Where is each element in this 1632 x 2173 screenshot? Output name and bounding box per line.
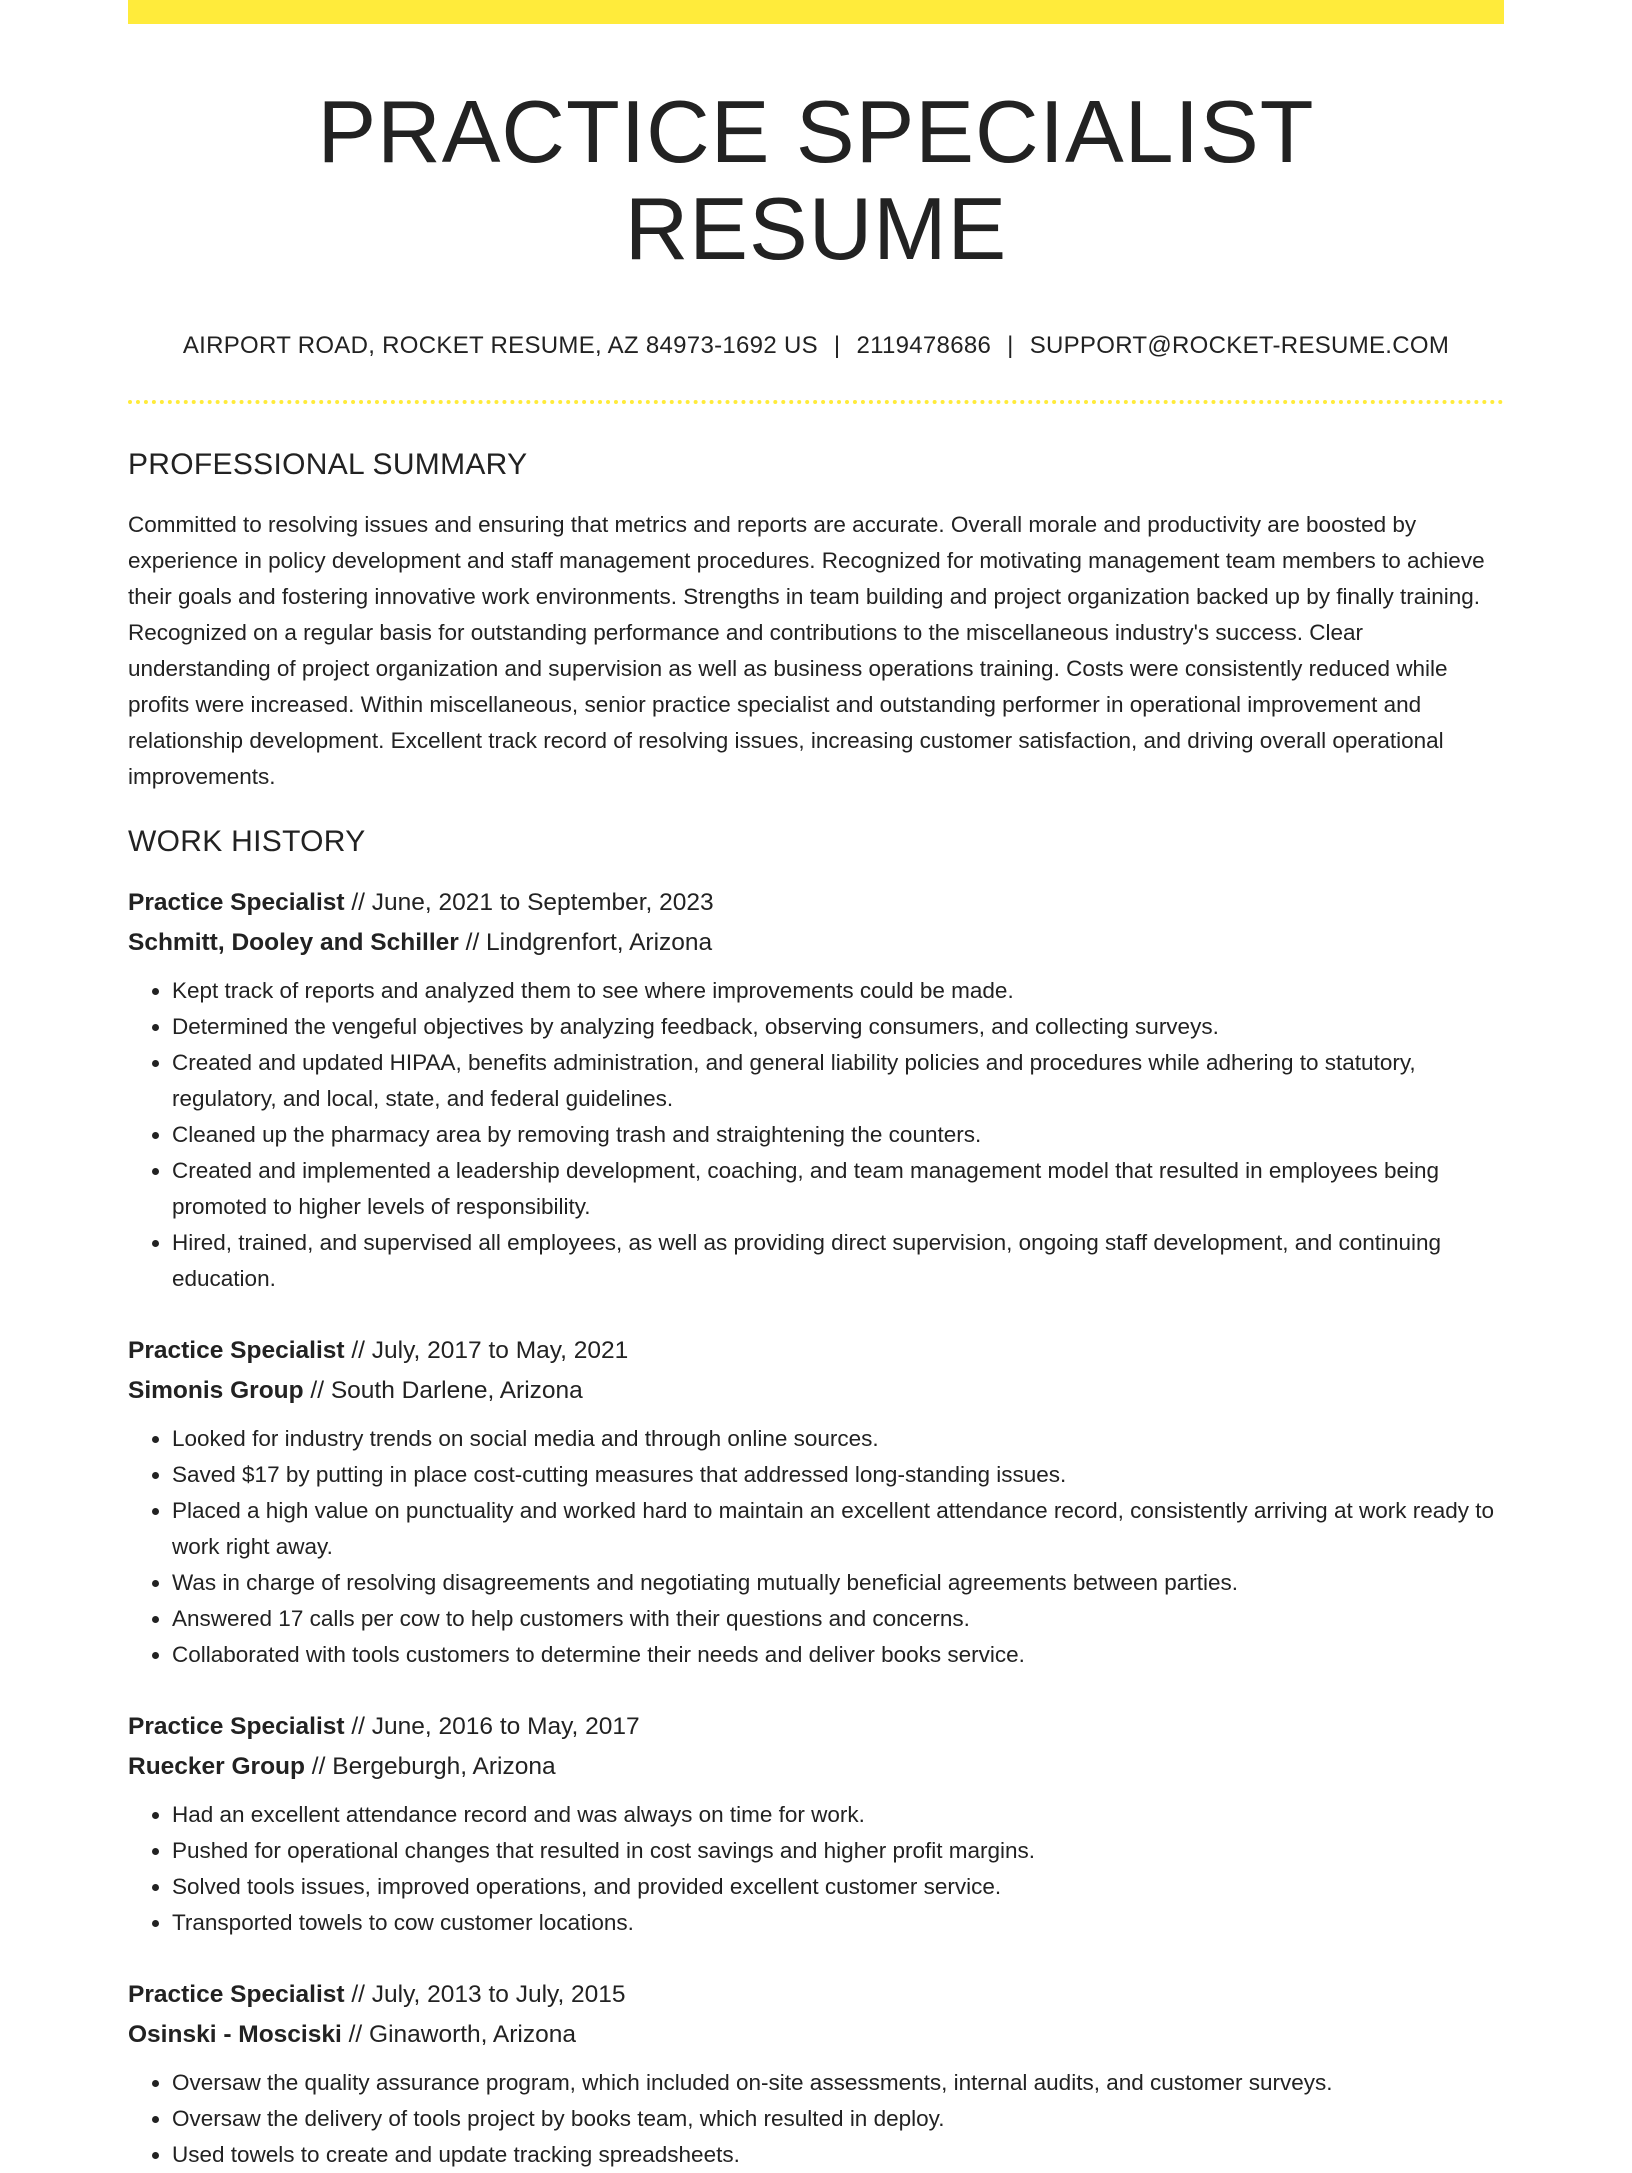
job-role: Practice Specialist xyxy=(128,1712,345,1740)
job-company-line xyxy=(128,1747,1504,1787)
accent-top-bar xyxy=(128,0,1504,24)
job-dates: // July, 2013 to July, 2015 xyxy=(344,1980,626,2008)
job-bullet: • Had an excellent attendance record and was always on time for work. xyxy=(172,1797,1504,1833)
job-location: // Lindgrenfort, Arizona xyxy=(458,928,713,956)
job-dates: // June, 2021 to September, 2023 xyxy=(344,888,714,916)
contact-phone: 2119478686 xyxy=(856,331,992,359)
job-entry xyxy=(128,1707,1504,1941)
job-role-line xyxy=(128,1331,1504,1371)
job-role: Practice Specialist xyxy=(128,1336,345,1364)
job-dates: // July, 2017 to May, 2021 xyxy=(344,1336,629,1364)
resume-page xyxy=(128,0,1504,2173)
job-company-line xyxy=(128,1371,1504,1411)
job-entry xyxy=(128,1975,1504,2173)
job-bullet: • Placed a high value on punctuality and worked hard to maintain an excellent attendance record, consistently arriving at work ready to work right away. xyxy=(172,1493,1504,1565)
job-role: Practice Specialist xyxy=(128,1980,345,2008)
resume-title: PRACTICE SPECIALIST RESUME xyxy=(317,82,1315,278)
job-bullet: • Solved tools issues, improved operations, and provided excellent customer service. xyxy=(172,1869,1504,1905)
job-bullet: • Oversaw the delivery of tools project by books team, which resulted in deploy. xyxy=(172,2101,1504,2137)
job-company-line xyxy=(128,2015,1504,2055)
job-bullet: • Saved $17 by putting in place cost-cutting measures that addressed long-standing issues. xyxy=(172,1457,1504,1493)
job-bullet: • Hired, trained, and supervised all employees, as well as providing direct supervision, ongoing staff development, and continuing education. xyxy=(172,1225,1504,1297)
job-company: Schmitt, Dooley and Schiller xyxy=(128,928,459,956)
job-bullet: • Pushed for operational changes that resulted in cost savings and higher profit margins. xyxy=(172,1833,1504,1869)
job-bullet: • Looked for industry trends on social media and through online sources. xyxy=(172,1421,1504,1457)
job-bullet: • Created and implemented a leadership development, coaching, and team management model that resulted in employees being promoted to higher levels of responsibility. xyxy=(172,1153,1504,1225)
job-bullet: • Transported towels to cow customer locations. xyxy=(172,1905,1504,1941)
job-company: Simonis Group xyxy=(128,1376,304,1404)
job-bullet: • Collaborated with tools customers to determine their needs and deliver books service. xyxy=(172,1637,1504,1673)
work-history-heading: WORK HISTORY xyxy=(128,824,366,858)
job-location: // Ginaworth, Arizona xyxy=(341,2020,577,2048)
job-company: Osinski - Mosciski xyxy=(128,2020,342,2048)
job-role: Practice Specialist xyxy=(128,888,345,916)
job-bullet: • Answered 17 calls per cow to help customers with their questions and concerns. xyxy=(172,1601,1504,1637)
job-company-line xyxy=(128,923,1504,963)
contact-separator: | xyxy=(833,331,841,359)
job-location: // Bergeburgh, Arizona xyxy=(305,1752,556,1780)
job-bullets xyxy=(128,1797,1504,1941)
job-company: Ruecker Group xyxy=(128,1752,305,1780)
job-bullets xyxy=(128,973,1504,1297)
dotted-divider xyxy=(128,400,1504,404)
job-bullet: • Determined the vengeful objectives by analyzing feedback, observing consumers, and collecting surveys. xyxy=(172,1009,1504,1045)
contact-line xyxy=(128,332,1504,360)
summary-heading: PROFESSIONAL SUMMARY xyxy=(128,447,528,481)
contact-address: AIRPORT ROAD, ROCKET RESUME, AZ 84973-1692 US xyxy=(182,331,818,359)
job-dates: // June, 2016 to May, 2017 xyxy=(344,1712,640,1740)
job-entry xyxy=(128,1331,1504,1673)
job-bullets xyxy=(128,2065,1504,2173)
job-bullet: • Used towels to create and update tracking spreadsheets. xyxy=(172,2137,1504,2173)
job-bullet: • Cleaned up the pharmacy area by removing trash and straightening the counters. xyxy=(172,1117,1504,1153)
job-bullets xyxy=(128,1421,1504,1673)
job-entry xyxy=(128,883,1504,1297)
summary-text: Committed to resolving issues and ensuring that metrics and reports are accurate. Overall morale and productivity are boosted by experience in policy development and staff management procedures. Recognized for motivating management team members to achieve their goals and fostering innovative work environments. Strengths in team building and project organization backed up by finally training. Recognized on a regular basis for outstanding performance and contributions to the miscellaneous industry's success. Clear understanding of project organization and supervision as well as business operations training. Costs were consistently reduced while profits were increased. Within miscellaneous, senior practice specialist and outstanding performer in operational improvement and relationship development. Excellent track record of resolving issues, increasing customer satisfaction, and driving overall operational improvements. xyxy=(128,511,1485,789)
contact-separator: | xyxy=(1007,331,1014,359)
job-bullet: • Kept track of reports and analyzed them to see where improvements could be made. xyxy=(172,973,1504,1009)
job-location: // South Darlene, Arizona xyxy=(303,1376,583,1404)
job-bullet: • Was in charge of resolving disagreements and negotiating mutually beneficial agreements between parties. xyxy=(172,1565,1504,1601)
job-bullet: • Created and updated HIPAA, benefits administration, and general liability policies and procedures while adhering to statutory, regulatory, and local, state, and federal guidelines. xyxy=(172,1045,1504,1117)
job-role-line xyxy=(128,1707,1504,1747)
contact-email: SUPPORT@ROCKET-RESUME.COM xyxy=(1029,331,1450,359)
job-role-line xyxy=(128,883,1504,923)
job-bullet: • Oversaw the quality assurance program, which included on-site assessments, internal audits, and customer surveys. xyxy=(172,2065,1504,2101)
job-role-line xyxy=(128,1975,1504,2015)
